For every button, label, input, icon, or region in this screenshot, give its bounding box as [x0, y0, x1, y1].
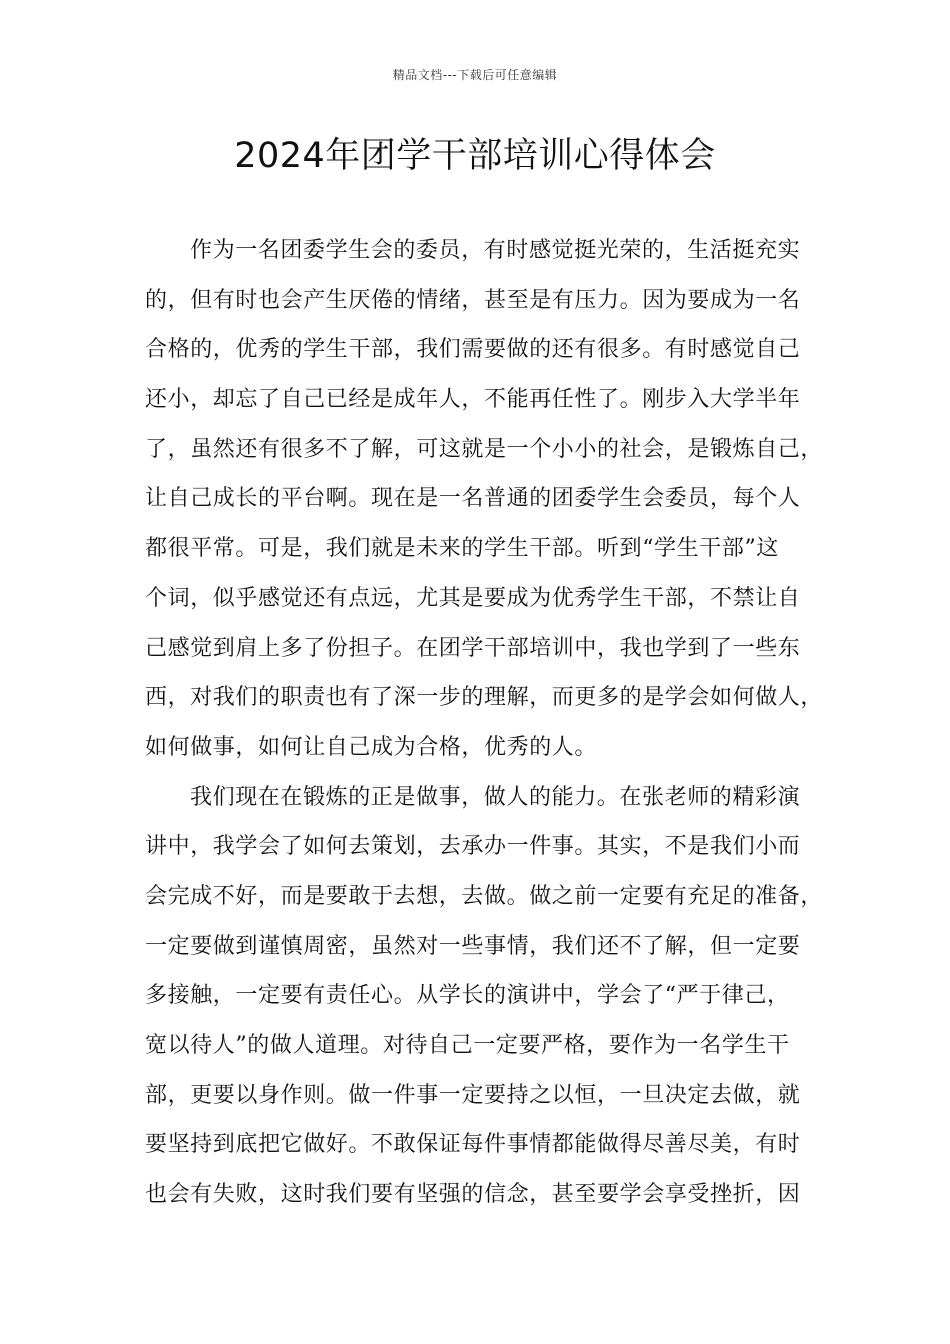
document-title: 2024年团学干部培训心得体会 [234, 136, 716, 176]
paragraph-1-line-4: 还小，却忘了自己已经是成年人，不能再任性了。刚步入大学半年 [145, 387, 801, 413]
document-body [145, 226, 825, 1220]
paragraph-2-line-4: 一定要做到谨慎周密，虽然对一些事情，我们还不了解，但一定要 [145, 933, 801, 959]
paragraph-2-line-5: 多接触，一定要有责任心。从学长的演讲中，学会了“严于律己， [145, 983, 790, 1009]
paragraph-1-line-6: 让自己成长的平台啊。现在是一名普通的团委学生会委员，每个人 [145, 486, 801, 512]
paragraph-2-line-3: 会完成不好，而是要敢于去想，去做。做之前一定要有充足的准备， [145, 883, 824, 909]
paragraph-2-line-8: 要坚持到底把它做好。不敢保证每件事情都能做得尽善尽美，有时 [145, 1132, 801, 1158]
paragraph-2-line-6: 宽以待人”的做人道理。对待自己一定要严格，要作为一名学生干 [145, 1033, 790, 1058]
paragraph-1-line-3: 合格的，优秀的学生干部，我们需要做的还有很多。有时感觉自己 [145, 337, 801, 363]
paragraph-2-line-9: 也会有失败，这时我们要有坚强的信念，甚至要学会享受挫折，因 [145, 1182, 801, 1208]
paragraph-1-line-7: 都很平常。可是，我们就是未来的学生干部。听到“学生干部”这 [145, 536, 779, 562]
paragraph-1-line-10: 西，对我们的职责也有了深一步的理解，而更多的是学会如何做人， [145, 685, 824, 711]
paragraph-2-line-1: 我们现在在锻炼的正是做事，做人的能力。在张老师的精彩演 [190, 784, 801, 810]
paragraph-1-line-1: 作为一名团委学生会的委员，有时感觉挺光荣的，生活挺充实 [190, 238, 801, 263]
paragraph-2-line-7: 部，更要以身作则。做一件事一定要持之以恒，一旦决定去做，就 [145, 1082, 801, 1108]
paragraph-1-line-5: 了，虽然还有很多不了解，可这就是一个小小的社会，是锻炼自己， [145, 436, 824, 462]
paragraph-2-line-2: 讲中，我学会了如何去策划，去承办一件事。其实，不是我们小而 [145, 834, 801, 860]
paragraph-1-line-11: 如何做事，如何让自己成为合格，优秀的人。 [145, 734, 598, 760]
paragraph-1-line-9: 己感觉到肩上多了份担子。在团学干部培训中，我也学到了一些东 [145, 635, 801, 661]
header-note: 精品文档---下载后可任意编辑 [392, 68, 558, 82]
paragraph-1-line-8: 个词，似乎感觉还有点远，尤其是要成为优秀学生干部，不禁让自 [145, 585, 801, 611]
paragraph-1-line-2: 的，但有时也会产生厌倦的情绪，甚至是有压力。因为要成为一名 [145, 287, 801, 313]
